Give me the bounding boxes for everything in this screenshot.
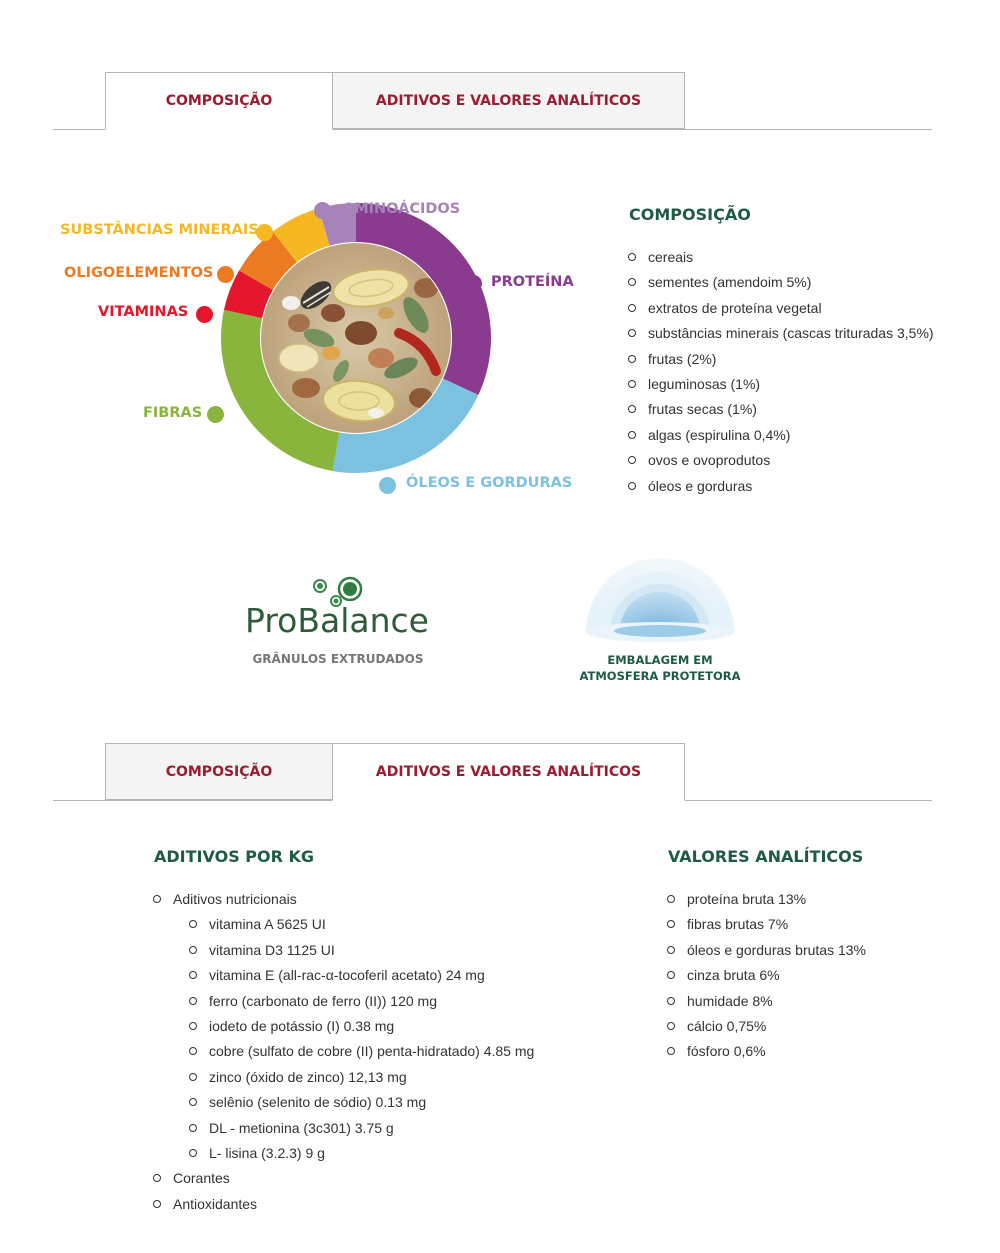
list-item: vitamina A 5625 UI bbox=[189, 912, 534, 937]
composition-donut bbox=[221, 203, 491, 473]
analytics-list bbox=[667, 887, 866, 1065]
list-item: Antioxidantes bbox=[153, 1192, 534, 1217]
package-caption-line2: ATMOSFERA PROTETORA bbox=[579, 669, 741, 683]
donut-svg bbox=[221, 203, 491, 473]
dot-vitamins bbox=[196, 306, 213, 323]
list-item: extratos de proteína vegetal bbox=[628, 296, 934, 321]
dot-protein bbox=[465, 275, 482, 292]
list-item: L- lisina (3.2.3) 9 g bbox=[189, 1141, 534, 1166]
label-minerals: SUBSTÂNCIAS MINERAIS bbox=[60, 222, 259, 238]
label-protein: PROTEÍNA bbox=[491, 274, 574, 290]
label-trace-elements: OLIGOELEMENTOS bbox=[64, 265, 214, 281]
list-item: Corantes bbox=[153, 1166, 534, 1191]
list-item: ferro (carbonato de ferro (II)) 120 mg bbox=[189, 989, 534, 1014]
tab-composition[interactable]: COMPOSIÇÃO bbox=[105, 743, 333, 800]
nutritional-additives-sublist bbox=[189, 912, 534, 1166]
dot-oils-fats bbox=[379, 477, 396, 494]
dot-aminoacids bbox=[314, 202, 331, 219]
tab-additives-analytics[interactable]: ADITIVOS E VALORES ANALÍTICOS bbox=[332, 743, 685, 801]
composition-title: COMPOSIÇÃO bbox=[629, 205, 751, 224]
protective-atmosphere-caption bbox=[570, 652, 750, 684]
list-item: zinco (óxido de zinco) 12,13 mg bbox=[189, 1065, 534, 1090]
tab-additives-analytics[interactable]: ADITIVOS E VALORES ANALÍTICOS bbox=[332, 72, 685, 129]
list-item: cálcio 0,75% bbox=[667, 1014, 866, 1039]
seed-mix-photo bbox=[261, 243, 451, 433]
list-item: DL - metionina (3c301) 3.75 g bbox=[189, 1116, 534, 1141]
probalance-caption: GRÂNULOS EXTRUDADOS bbox=[252, 652, 424, 666]
list-item: cinza bruta 6% bbox=[667, 963, 866, 988]
list-item: substâncias minerais (cascas trituradas 3,5%) bbox=[628, 321, 934, 346]
label-oils-fats: ÓLEOS E GORDURAS bbox=[406, 475, 573, 491]
label-fibers: FIBRAS bbox=[143, 405, 203, 421]
list-item: ovos e ovoprodutos bbox=[628, 448, 934, 473]
probalance-logo bbox=[240, 574, 440, 644]
dot-fibers bbox=[207, 406, 224, 423]
list-item: algas (espirulina 0,4%) bbox=[628, 423, 934, 448]
list-item: vitamina E (all-rac-α-tocoferil acetato) 24 mg bbox=[189, 963, 534, 988]
svg-text:ProBalance: ProBalance bbox=[245, 601, 429, 640]
list-item: óleos e gorduras bbox=[628, 474, 934, 499]
list-item: frutas (2%) bbox=[628, 347, 934, 372]
dot-trace-elements bbox=[217, 266, 234, 283]
additives-title: ADITIVOS POR KG bbox=[154, 847, 315, 866]
list-item: selênio (selenito de sódio) 0.13 mg bbox=[189, 1090, 534, 1115]
list-item: cobre (sulfato de cobre (II) penta-hidratado) 4.85 mg bbox=[189, 1039, 534, 1064]
additives-group-label: Aditivos nutricionais bbox=[173, 891, 297, 907]
list-item: leguminosas (1%) bbox=[628, 372, 934, 397]
list-item: sementes (amendoim 5%) bbox=[628, 270, 934, 295]
list-item: cereais bbox=[628, 245, 934, 270]
top-tab-bar bbox=[53, 72, 932, 130]
package-caption-line1: EMBALAGEM EM bbox=[607, 653, 713, 667]
tab-composition[interactable]: COMPOSIÇÃO bbox=[105, 72, 333, 130]
list-item: fibras brutas 7% bbox=[667, 912, 866, 937]
list-item: iodeto de potássio (I) 0.38 mg bbox=[189, 1014, 534, 1039]
list-item: vitamina D3 1125 UI bbox=[189, 938, 534, 963]
analytics-title: VALORES ANALÍTICOS bbox=[668, 847, 864, 866]
protective-atmosphere-icon bbox=[584, 554, 736, 644]
list-item: frutas secas (1%) bbox=[628, 397, 934, 422]
composition-list bbox=[628, 245, 934, 499]
list-item: fósforo 0,6% bbox=[667, 1039, 866, 1064]
list-item: proteína bruta 13% bbox=[667, 887, 866, 912]
label-aminoacids: AMINOÁCIDOS bbox=[343, 201, 461, 217]
bottom-tab-bar bbox=[53, 743, 932, 801]
label-vitamins: VITAMINAS bbox=[98, 304, 189, 320]
list-item: óleos e gorduras brutas 13% bbox=[667, 938, 866, 963]
list-item: humidade 8% bbox=[667, 989, 866, 1014]
additives-list bbox=[153, 887, 534, 1217]
list-item bbox=[153, 887, 534, 1166]
